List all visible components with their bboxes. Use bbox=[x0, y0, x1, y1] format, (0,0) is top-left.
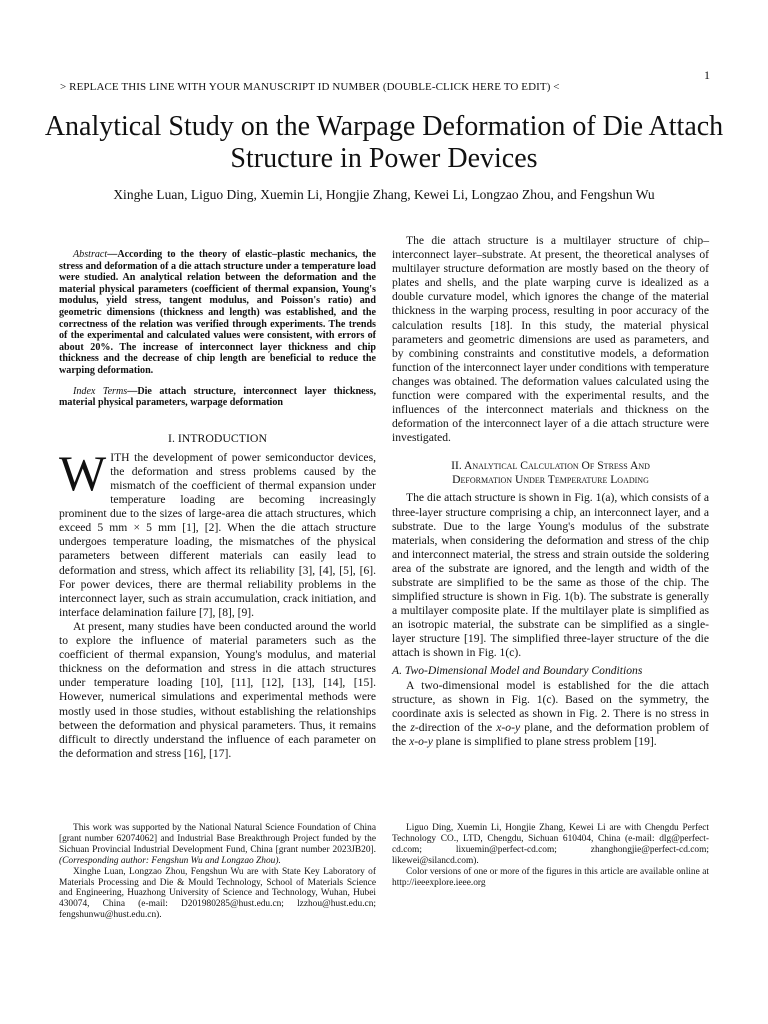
footnote-color-versions: Color versions of one or more of the figures in this article are available online at http://ieeexplore.ieee.org bbox=[392, 866, 709, 888]
right-column bbox=[392, 234, 709, 749]
intro-paragraph-2: At present, many studies have been conducted around the world to explore the influence of material parameters such as the coefficient of thermal expansion, Young's modulus, and material thickness on the deformation and stress in die attach structures under temperature loading [10], [11], [12], [13], [14], [15]. However, numerical simulations and experimental methods were mostly used in those studies, without establishing the relationships between the deformation and physical parameters. Thus, it remains difficult to directly understand the influence of each parameter on the deformation and stress [16], [17]. bbox=[59, 619, 376, 760]
abstract bbox=[59, 249, 376, 377]
left-column bbox=[59, 249, 376, 761]
index-terms bbox=[59, 386, 376, 409]
footnotes-right bbox=[392, 823, 709, 888]
p3-var-z: z bbox=[410, 720, 415, 734]
section-heading-2 bbox=[392, 459, 709, 487]
index-terms-label: Index Terms bbox=[73, 385, 128, 397]
author-list: Xinghe Luan, Liguo Ding, Xuemin Li, Hongjie Zhang, Kewei Li, Longzao Zhou, and Fengshun Wu bbox=[113, 187, 655, 202]
page-number: 1 bbox=[704, 68, 710, 82]
p3-text-b: -direction of the bbox=[414, 720, 497, 734]
intro-p1-text: ITH the development of power semiconductor devices, the deformation and stress problems caused by the mismatch of the coefficient of thermal expansion under temperature loading are becoming increasingly prominent due to the sizes of large-area die attach structures, which exceed 5 mm × 5 mm [1], [2]. When the die attach structure undergoes temperature loading, the mismatches of the physical parameters between different materials can easily lead to deformation and stress, which affect its reliability [3], [4], [5], [6]. For power devices, there are thermal reliability problems in the interconnect layer, such as strain accumulation, crack initiation, and interface delamination failure [7], [8], [9]. bbox=[59, 450, 376, 619]
p3-var-xoy-2: x-o-y bbox=[409, 735, 433, 748]
paper-title: Analytical Study on the Warpage Deformation of Die Attach Structure in Power Devices bbox=[44, 111, 724, 174]
abstract-label: Abstract bbox=[73, 249, 108, 260]
footnote-corresponding-author: (Corresponding author: Fengshun Wu and Longzao Zhou). bbox=[59, 855, 281, 866]
subsection-heading-a: A. Two-Dimensional Model and Boundary Conditions bbox=[392, 663, 643, 677]
index-terms-text: —Die attach structure, interconnect layer thickness, material physical parameters, warpage deformation bbox=[59, 385, 376, 409]
abstract-text: —According to the theory of elastic–plastic mechanics, the stress and deformation of a die attach structure under a temperature load were studied. An analytical relation between the deformation and the material physical parameters (coefficient of thermal expansion, Young's modulus, yield stress, tangent modulus, and Poisson's ratio) and geometric dimensions (thickness and length) was established, and the correctness of the relation was verified through experiments. The trends of the experimental and calculated values were consistent, with errors of about 20%. The increase of interconnect layer thickness and chip thickness and the decrease of chip length are beneficial to reduce the warping deformation. bbox=[59, 249, 376, 376]
manuscript-id-line: > REPLACE THIS LINE WITH YOUR MANUSCRIPT ID NUMBER (DOUBLE-CLICK HERE TO EDIT) < bbox=[60, 81, 560, 93]
p3-var-xoy-1: x-o-y bbox=[496, 720, 521, 734]
p3-text-c: plane, and the deformation problem of the bbox=[392, 720, 709, 748]
body-paragraph-1: The die attach structure is a multilayer structure of chip–interconnect layer–substrate. At present, the theoretical analyses of multilayer structure deformation are mostly based on the theory of plates and shells, and the plate warping curve is idealized as a double curvature model, which ignores the change of the material thickness in the warping process, resulting in poor accuracy of the calculation results [18]. In this study, the material physical parameters and geometric dimensions are used as parameters, and by combining constraints and constitutive models, a deformation function of the interconnect layer under conditions with temperature changes was obtained. The deformation values calculated using the function were compared with the experimental results, and the influences of the interconnect materials and thickness on the deformation of the interconnect layer of a die attach structure were investigated. bbox=[392, 234, 709, 445]
intro-paragraph-1 bbox=[59, 444, 376, 620]
footnotes-left bbox=[59, 823, 376, 921]
body-paragraph-2: The die attach structure is shown in Fig. 1(a), which consists of a three-layer structure comprising a chip, an interconnect layer, and a substrate. Due to the large Young's modulus of the substrate materials, when considering the deformation and stress of the chip and interconnect material, the stress and strain outside the soldering area of the substrate are ignored, and the length and width of the substrate are simplified to be the same as those of the chip. The simplified structure is shown in Fig. 1(b). The substrate is generally a multilayer composite plate. If the multilayer plate is simplified as an isotropic material, the substrate can be simplified as a single-layer structure [19]. The simplified three-layer structure of the die attach is shown in Fig. 1(c). bbox=[392, 491, 709, 660]
section-heading-introduction: I. INTRODUCTION bbox=[168, 430, 267, 445]
section-2-heading-line-2: Deformation Under Temperature Loading bbox=[452, 473, 649, 487]
section-2-heading-line-1: II. Analytical Calculation Of Stress And bbox=[451, 459, 650, 473]
p3-text-d: plane is simplified to plane stress problem [19]. bbox=[432, 735, 657, 748]
footnote-funding bbox=[59, 823, 376, 867]
footnote-affiliation-perfect: Liguo Ding, Xuemin Li, Hongjie Zhang, Kewei Li are with Chengdu Perfect Technology CO., LTD, Chengdu, Sichuan 610404, China (e-mail: dlg@perfect-cd.com; lixuemin@perfect-cd.com; zhanghongjie@perfect-cd.com; likewei@silancd.com). bbox=[392, 823, 709, 866]
body-paragraph-3 bbox=[392, 679, 709, 749]
p3-text-a: A two-dimensional model is established for the die attach structure, as shown in Fig. 1(c). Based on the symmetry, the coordinate axis is selected as shown in Fig. 2. There is no stress in the bbox=[392, 678, 709, 734]
footnote-affiliation-hust: Xinghe Luan, Longzao Zhou, Fengshun Wu are with State Key Laboratory of Materials Processing and Die & Mould Technology, School of Materials Science and Engineering, Huazhong University of Science and Technology, Wuhan, Hubei 430074, China (e-mail: D201980285@hust.edu.cn; lzzhou@hust.edu.cn; fengshunwu@hust.edu.cn). bbox=[59, 866, 376, 921]
drop-cap: W bbox=[59, 444, 107, 501]
footnote-funding-text: This work was supported by the National Natural Science Foundation of China [grant number 62074062] and Industrial Base Breakthrough Project funded by the Sichuan Provincial Industrial Development Fund, China [grant number 2023JB20]. bbox=[59, 823, 376, 855]
